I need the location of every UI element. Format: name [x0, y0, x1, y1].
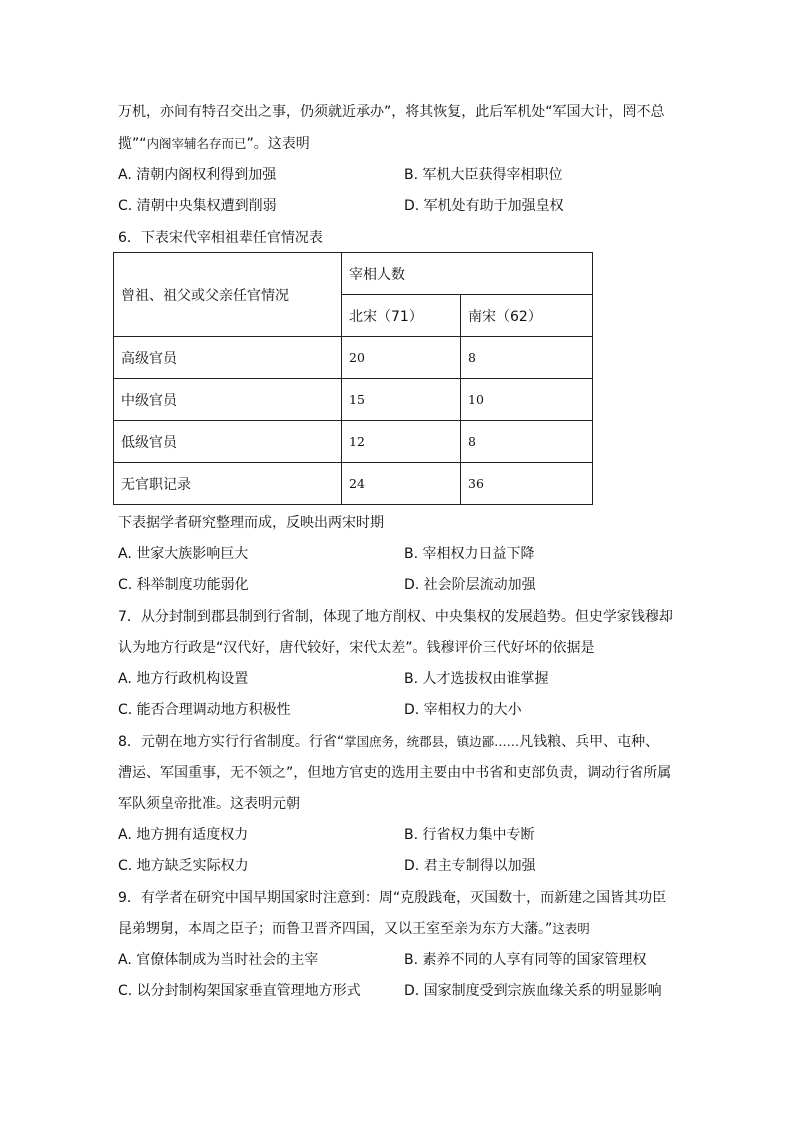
- q5-option-d: D. 军机处有助于加强皇权: [404, 198, 564, 214]
- table-col-south: 南宋（62）: [461, 295, 593, 337]
- q7-text-line1: 7．从分封制到郡县制到行省制，体现了地方削权、中央集权的发展趋势。但史学家钱穆却: [118, 609, 673, 625]
- q7-option-b: B. 人才选拔权由谁掌握: [404, 671, 549, 687]
- row-north-value: 15: [342, 379, 461, 421]
- table-row: [114, 379, 593, 421]
- q8-option-d: D. 君主专制得以加强: [404, 858, 536, 874]
- q7-option-c: C. 能否合理调动地方积极性: [118, 702, 291, 718]
- row-label: 中级官员: [114, 379, 342, 421]
- q8-option-c: C. 地方缺乏实际权力: [118, 858, 249, 874]
- row-south-value: 8: [461, 337, 593, 379]
- q9-option-a: A. 官僚体制成为当时社会的主宰: [118, 952, 319, 968]
- row-south-value: 8: [461, 421, 593, 463]
- q6-option-d: D. 社会阶层流动加强: [404, 577, 536, 593]
- table-row: [114, 421, 593, 463]
- table-group-header: 宰相人数: [342, 253, 593, 295]
- q9-option-b: B. 素养不同的人享有同等的国家管理权: [404, 952, 647, 968]
- row-label: 高级官员: [114, 337, 342, 379]
- q5-text-line2: [118, 134, 310, 154]
- q7-text-line2: 认为地方行政是“汉代好，唐代较好，宋代太差”。钱穆评价三代好坏的依据是: [118, 640, 595, 656]
- q6-after-text: 下表据学者研究整理而成，反映出两宋时期: [118, 515, 384, 531]
- q9-option-c: C. 以分封制构架国家垂直管理地方形式: [118, 983, 361, 999]
- q9-option-d: D. 国家制度受到宗族血缘关系的明显影响: [404, 983, 662, 999]
- q8-text-line3: 军队须皇帝批准。这表明元朝: [118, 796, 300, 812]
- q9-text-line2-b: 这表明: [552, 921, 590, 936]
- q6-option-c: C. 科举制度功能弱化: [118, 577, 249, 593]
- q6-option-a: A. 世家大族影响巨大: [118, 546, 249, 562]
- q7-option-d: D. 宰相权力的大小: [404, 702, 522, 718]
- q6-stem: 6．下表宋代宰相祖辈任官情况表: [118, 230, 323, 246]
- row-south-value: 10: [461, 379, 593, 421]
- q8-option-a: A. 地方拥有适度权力: [118, 827, 249, 843]
- q8-text-line2: 漕运、军国重事，无不领之”，但地方官吏的选用主要由中书省和吏部负责，调动行省所属: [118, 765, 672, 781]
- q5-text-line1: 万机，亦间有特召交出之事，仍须就近承办”，将其恢复，此后军机处“军国大计，罔不总: [118, 104, 665, 120]
- row-label: 低级官员: [114, 421, 342, 463]
- table-row: [114, 463, 593, 505]
- q8-quote: 掌国庶务，统郡县，镇边鄙……: [344, 734, 520, 749]
- q9-text-line2-a: 昆弟甥舅，本周之臣子；而鲁卫晋齐四国，又以王室至亲为东方大藩。”: [118, 921, 553, 937]
- row-south-value: 36: [461, 463, 593, 505]
- q6-table: [113, 252, 593, 505]
- q8-text-line1-a: 8．元朝在地方实行行省制度。行省“: [118, 734, 345, 750]
- table-col-north: 北宋（71）: [342, 295, 461, 337]
- row-north-value: 12: [342, 421, 461, 463]
- q8-text-line1-b: 凡钱粮、兵甲、屯种、: [519, 734, 660, 750]
- row-label: 无官职记录: [114, 463, 342, 505]
- q8-option-b: B. 行省权力集中专断: [404, 827, 535, 843]
- q5-option-a: A. 清朝内阁权利得到加强: [118, 167, 277, 183]
- row-north-value: 20: [342, 337, 461, 379]
- q5-text-line2-a: 揽”“: [118, 136, 147, 152]
- q7-option-a: A. 地方行政机构设置: [118, 671, 249, 687]
- q5-option-b: B. 军机大臣获得宰相职位: [404, 167, 563, 183]
- q5-option-c: C. 清朝中央集权遭到削弱: [118, 198, 277, 214]
- row-north-value: 24: [342, 463, 461, 505]
- table-row: [114, 337, 593, 379]
- q9-text-line1: 9．有学者在研究中国早期国家时注意到：周“克殷践奄，灭国数十，而新建之国皆其功臣: [118, 890, 667, 906]
- q8-text-line1: [118, 732, 659, 752]
- q9-text-line2: [118, 919, 590, 939]
- q5-quote: 内阁宰辅名存而已: [146, 136, 247, 151]
- q5-text-line2-b: ”。这表明: [246, 136, 310, 152]
- table-row-header: 曾祖、祖父或父亲任官情况: [114, 253, 342, 337]
- q6-option-b: B. 宰相权力日益下降: [404, 546, 535, 562]
